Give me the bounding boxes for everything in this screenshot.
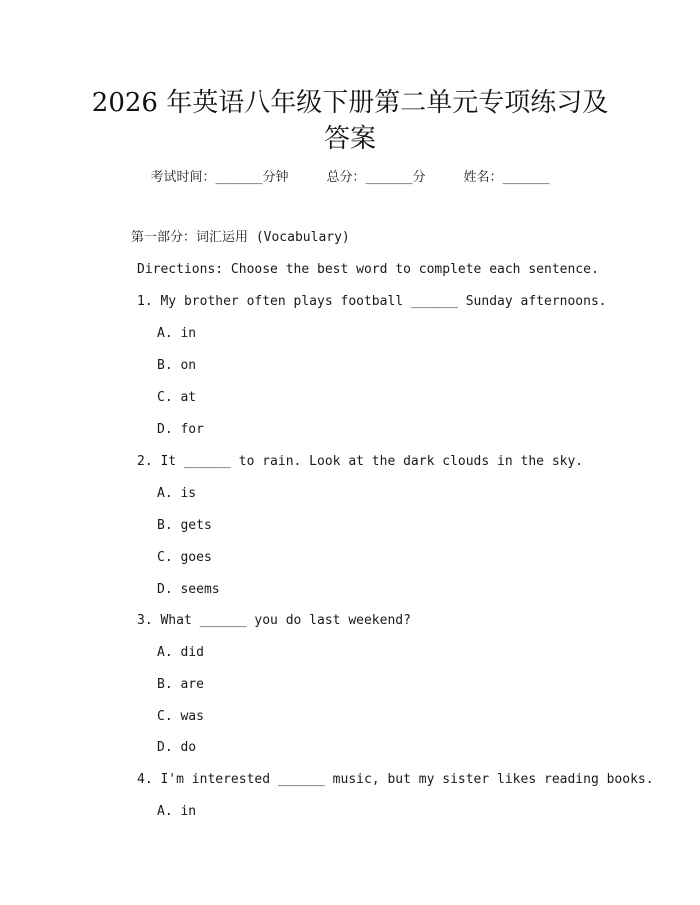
total-score-field: 总分：______分: [326, 170, 426, 185]
question-2-option-a: A. is: [157, 486, 197, 501]
question-1-option-d: D. for: [157, 422, 204, 437]
page-title-line-2: 答案: [323, 124, 376, 154]
question-1-stem: 1. My brother often plays football ______ Sunday afternoons.: [137, 294, 607, 309]
exam-info: [0, 168, 700, 188]
directions-text: Directions: Choose the best word to complete each sentence.: [137, 262, 599, 277]
question-3-option-b: B. are: [157, 677, 204, 692]
question-3-option-c: C. was: [157, 709, 204, 724]
question-3-stem: 3. What ______ you do last weekend?: [137, 613, 411, 628]
question-2-option-b: B. gets: [157, 518, 212, 533]
section-heading: 第一部分：词汇运用 (Vocabulary): [131, 230, 350, 245]
student-name-field: 姓名：______: [463, 170, 550, 185]
question-2-option-d: D. seems: [157, 582, 220, 597]
question-1-option-a: A. in: [157, 326, 197, 341]
question-1-option-c: C. at: [157, 390, 197, 405]
question-3-option-a: A. did: [157, 645, 204, 660]
page-title-line-1: 2026 年英语八年级下册第二单元专项练习及: [91, 88, 609, 118]
question-3-option-d: D. do: [157, 740, 197, 755]
question-2-option-c: C. goes: [157, 550, 212, 565]
question-4-stem: 4. I'm interested ______ music, but my sister likes reading books.: [137, 772, 654, 787]
question-2-stem: 2. It ______ to rain. Look at the dark clouds in the sky.: [137, 454, 584, 469]
exam-time-field: 考试时间：______分钟: [150, 170, 289, 185]
question-1-option-b: B. on: [157, 358, 197, 373]
question-4-option-a: A. in: [157, 804, 197, 819]
